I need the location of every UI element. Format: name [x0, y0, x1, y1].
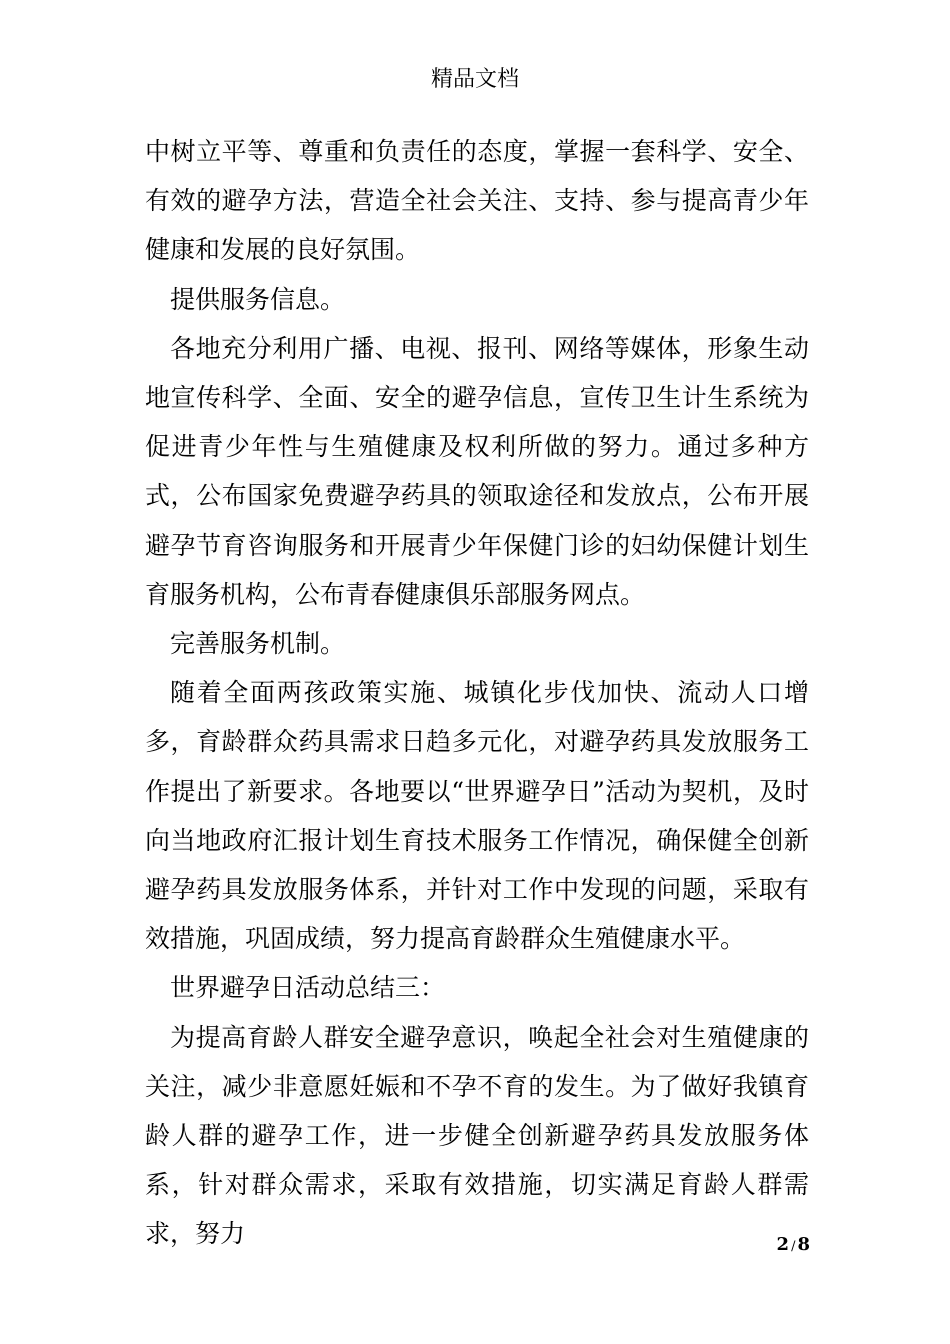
- page-number: [690, 1233, 810, 1259]
- document-body: [145, 127, 809, 1259]
- paragraph-summary-three: 为提高育龄人群安全避孕意识，唤起全社会对生殖健康的关注，减少非意愿妊娠和不孕不育的发生。为了做好我镇育龄人群的避孕工作，进一步健全创新避孕药具发放服务体系，针对群众需求，采取有效措施，切实满足育龄人群需求，努力: [145, 1022, 809, 1249]
- section-heading-summary-three: 世界避孕日活动总结三：: [170, 973, 446, 1003]
- section-heading-service-info: 提供服务信息。: [170, 284, 346, 314]
- page-header: [0, 64, 950, 96]
- page-separator: /: [791, 1239, 796, 1254]
- header-title: 精品文档: [430, 67, 519, 92]
- total-pages: 8: [797, 1234, 810, 1255]
- paragraph-service-info: 各地充分利用广播、电视、报刊、网络等媒体，形象生动地宣传科学、全面、安全的避孕信息，宣传卫生计生系统为促进青少年性与生殖健康及权利所做的努力。通过多种方式，公布国家免费避孕药具的领取途径和发放点，公布开展避孕节育咨询服务和开展青少年保健门诊的妇幼保健计划生育服务机构，公布青春健康俱乐部服务网点。: [145, 333, 809, 609]
- paragraph-continued: 中树立平等、尊重和负责任的态度，掌握一套科学、安全、有效的避孕方法，营造全社会关注、支持、参与提高青少年健康和发展的良好氛围。: [145, 137, 809, 265]
- current-page: 2: [776, 1234, 790, 1255]
- section-heading-service-mechanism: 完善服务机制。: [170, 629, 346, 659]
- paragraph-service-mechanism: 随着全面两孩政策实施、城镇化步伐加快、流动人口增多，育龄群众药具需求日趋多元化，对避孕药具发放服务工作提出了新要求。各地要以“世界避孕日”活动为契机，及时向当地政府汇报计划生育技术服务工作情况，确保健全创新避孕药具发放服务体系，并针对工作中发现的问题，采取有效措施，巩固成绩，努力提高育龄群众生殖健康水平。: [145, 678, 809, 954]
